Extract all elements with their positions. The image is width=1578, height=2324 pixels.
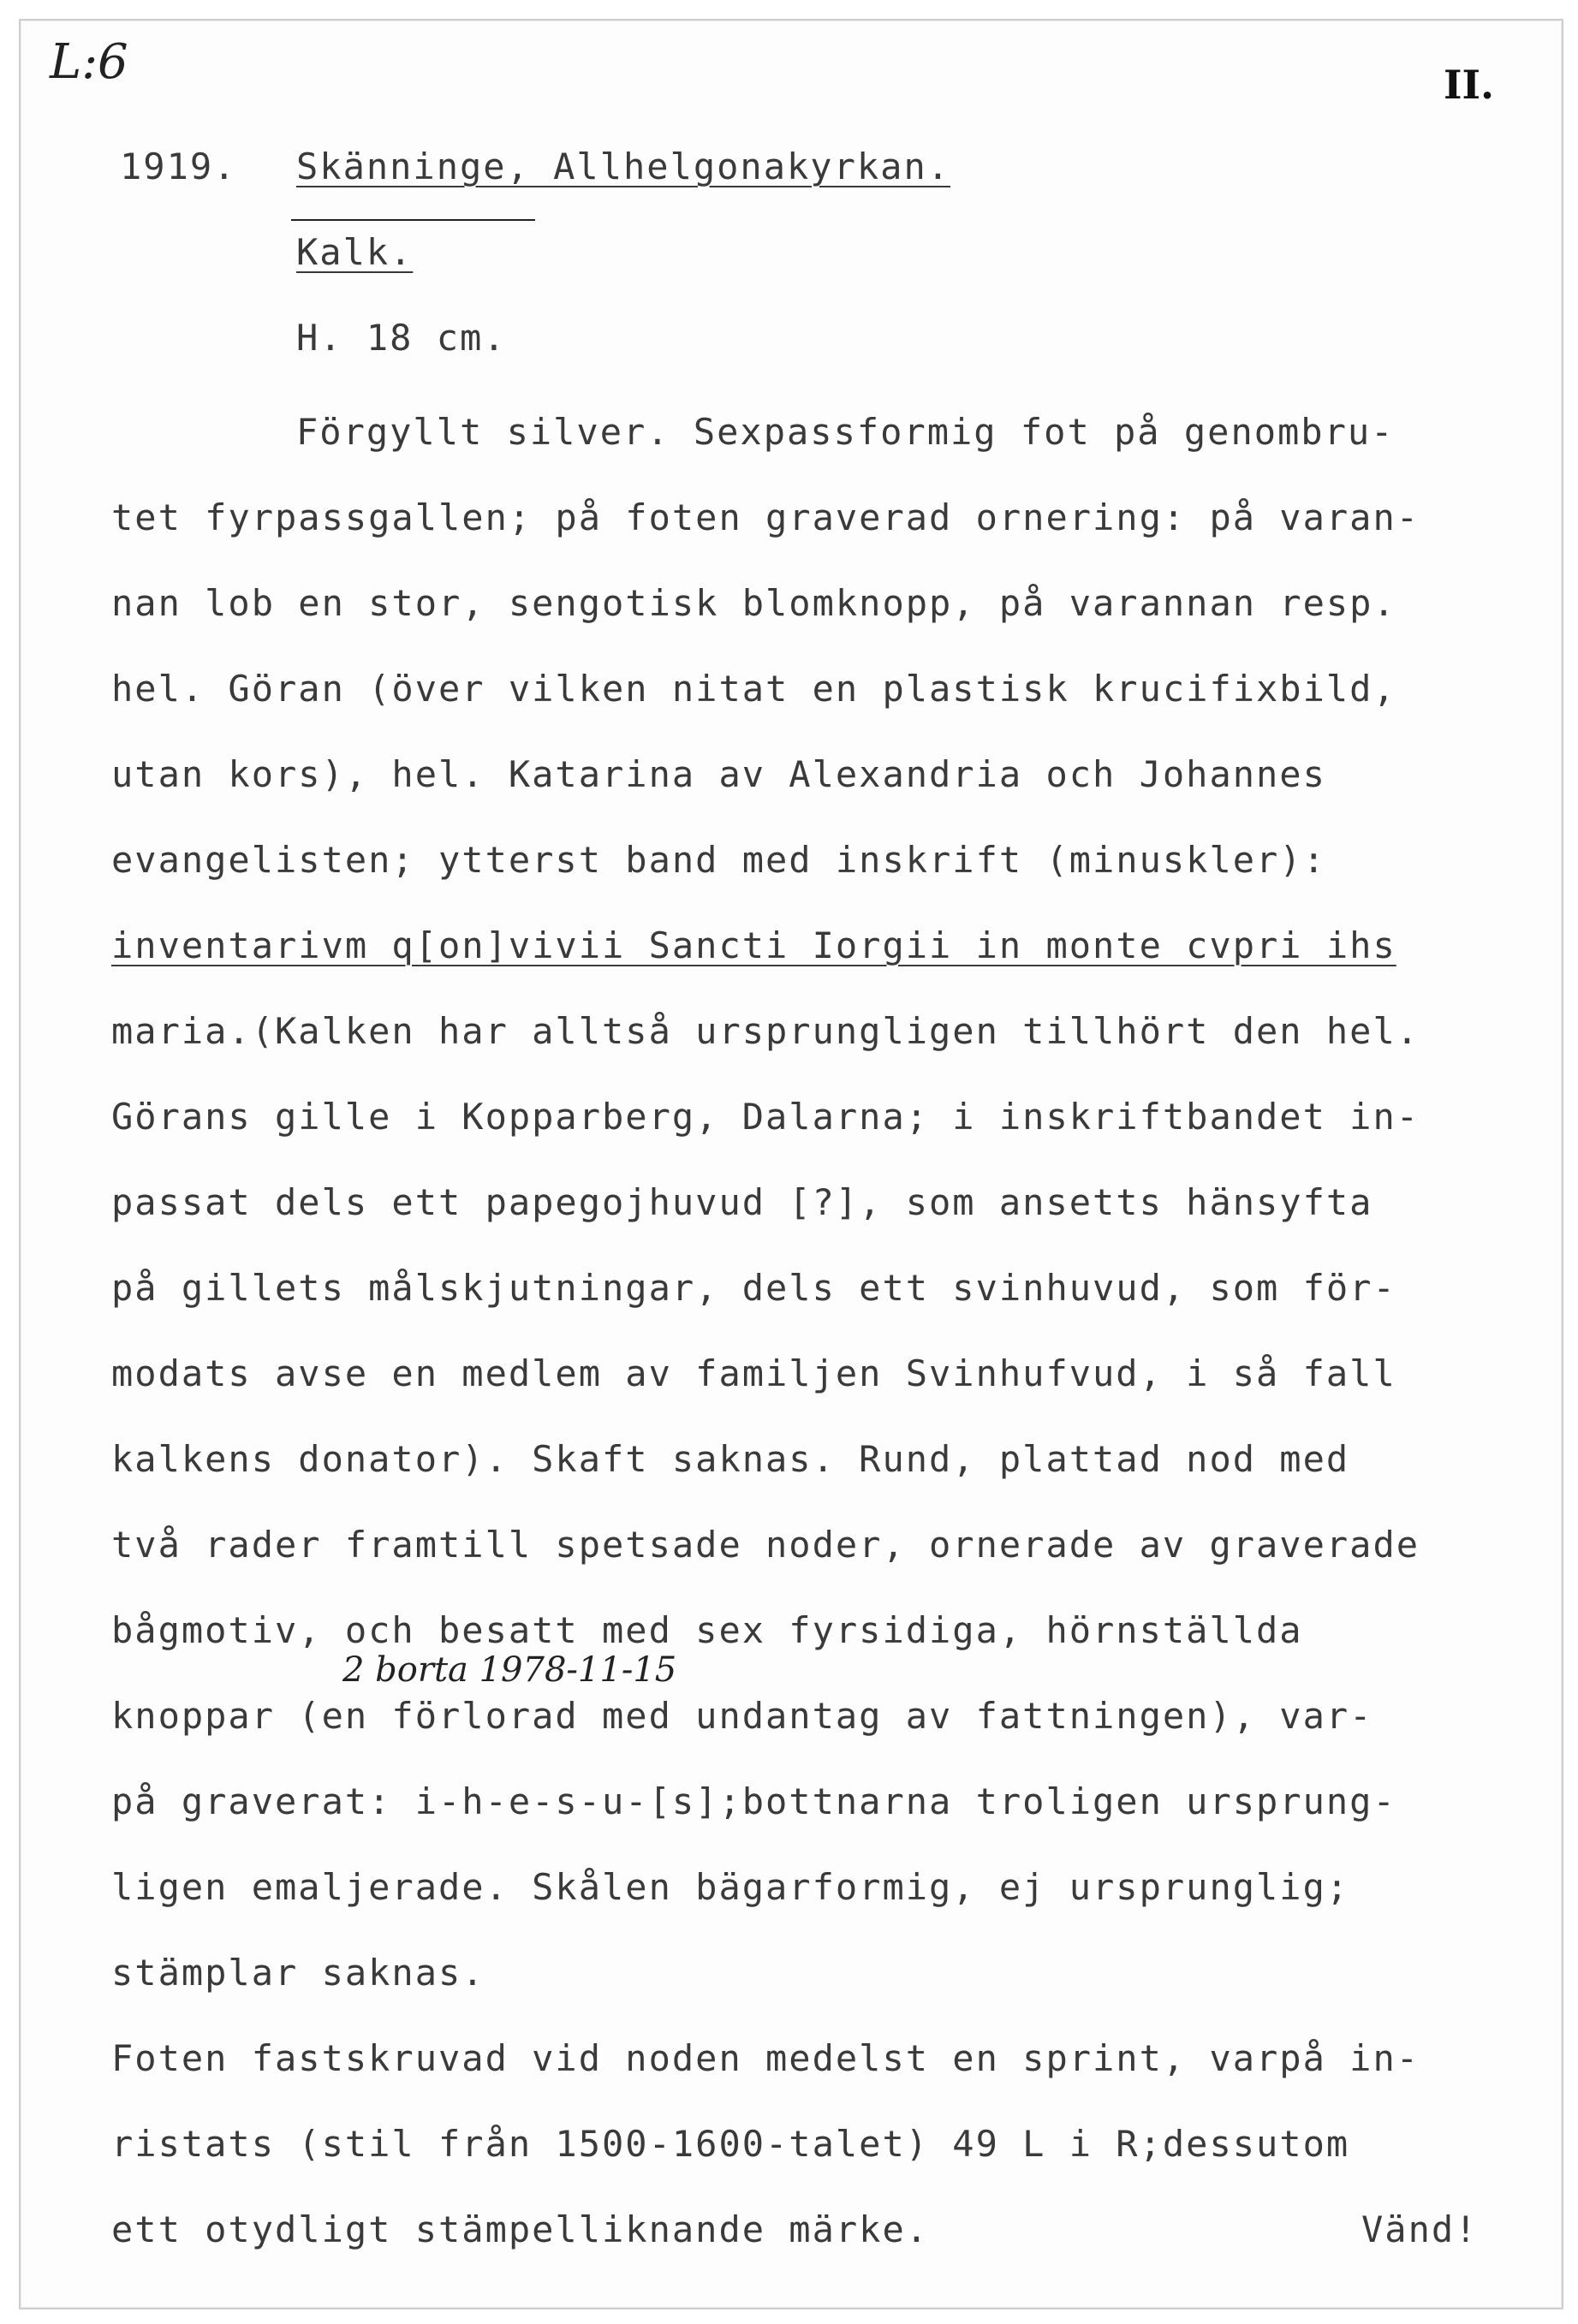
header-year: 1919. — [120, 146, 237, 187]
text-line: nan lob en stor, sengotisk blomknopp, på varannan resp. — [111, 582, 1396, 624]
text-line: maria.(Kalken har alltså ursprungligen tillhört den hel. — [111, 1010, 1420, 1052]
footer-turn: Vänd! — [1361, 2208, 1479, 2250]
header-title: Skänninge, Allhelgonakyrkan. — [296, 146, 951, 187]
handwritten-note: 2 borta 1978-11-15 — [342, 1650, 677, 1690]
text-line: Förgyllt silver. Sexpassformig fot på genombru- — [296, 411, 1395, 453]
text-line: ett otydligt stämpelliknande märke. — [111, 2208, 930, 2250]
text-line: stämplar saknas. — [111, 1952, 485, 1994]
text-line: Foten fastskruvad vid noden medelst en sprint, varpå in- — [111, 2037, 1420, 2079]
object-name: Kalk. — [296, 231, 414, 273]
text-line: Görans gille i Kopparberg, Dalarna; i inskriftbandet in- — [111, 1096, 1420, 1138]
catalog-mark: L:6 — [50, 34, 128, 90]
text-line: ristats (stil från 1500-1600-talet) 49 L i R;dessutom — [111, 2123, 1350, 2165]
text-line: på graverat: i-h-e-s-u-[s];bottnarna troligen ursprung- — [111, 1780, 1396, 1822]
text-line: kalkens donator). Skaft saknas. Rund, plattad nod med — [111, 1438, 1350, 1480]
text-line: på gillets målskjutningar, dels ett svinhuvud, som för- — [111, 1267, 1396, 1309]
inscription-line: inventarivm q[on]vivii Sancti Iorgii in monte cvpri ihs — [111, 924, 1396, 966]
text-line: utan kors), hel. Katarina av Alexandria och Johannes — [111, 753, 1326, 795]
text-line: tet fyrpassgallen; på foten graverad ornering: på varan- — [111, 496, 1420, 538]
header-rule — [291, 219, 535, 221]
object-height: H. 18 cm. — [296, 317, 507, 359]
text-line: bågmotiv, och besatt med sex fyrsidiga, hörnställda — [111, 1609, 1303, 1651]
text-line: passat dels ett papegojhuvud [?], som ansetts hänsyfta — [111, 1181, 1373, 1223]
text-line: knoppar (en förlorad med undantag av fattningen), var- — [111, 1695, 1373, 1737]
text-line: två rader framtill spetsade noder, ornerade av graverade — [111, 1524, 1420, 1566]
text-line: evangelisten; ytterst band med inskrift (minuskler): — [111, 839, 1326, 881]
text-line: hel. Göran (över vilken nitat en plastisk krucifixbild, — [111, 668, 1396, 710]
page-marker: II. — [1444, 62, 1495, 108]
text-line: modats avse en medlem av familjen Svinhufvud, i så fall — [111, 1352, 1396, 1394]
text-line: ligen emaljerade. Skålen bägarformig, ej ursprunglig; — [111, 1866, 1350, 1908]
